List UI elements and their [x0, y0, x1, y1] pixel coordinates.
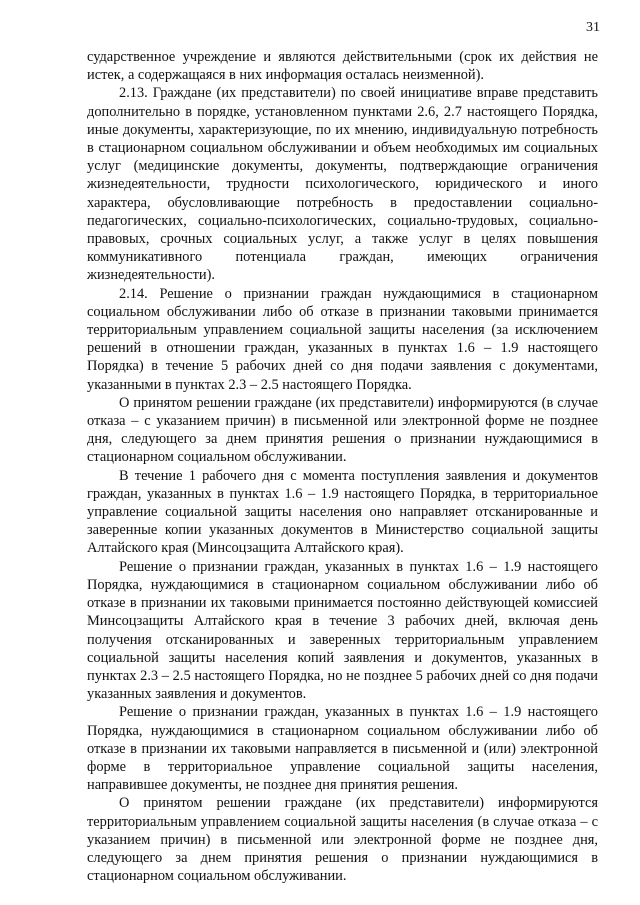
- page-number: 31: [586, 20, 600, 35]
- paragraph: О принятом решении граждане (их представители) информируются территориальным управлением социальной защиты населения (в случае отказа – с указанием причин) в письменной или электронной форме не позднее дня, следующего за днем принятия решения о признании нуждающимися в стационарном социальном обслуживании.: [87, 795, 598, 885]
- paragraph: Решение о признании граждан, указанных в пунктах 1.6 – 1.9 настоящего Порядка, нуждающимися в стационарном социальном обслуживании либо об отказе в признании их таковыми принимается постоянно действующей комиссией Минсоцзащиты Алтайского края в течение 3 рабочих дней, включая день получения отсканированных и заверенных территориальным управлением социальной защиты населения копий заявления и документов, указанных в пунктах 2.3 – 2.5 настоящего Порядка, но не позднее 5 рабочих дней со дня подачи указанных заявления и документов.: [87, 558, 598, 703]
- paragraph-continuation: сударственное учреждение и являются действительными (срок их действия не истек, а содержащаяся в них информация осталась неизменной).: [87, 49, 598, 84]
- paragraph-2-13: 2.13. Граждане (их представители) по своей инициативе вправе представить дополнительно в порядке, установленном пунктами 2.6, 2.7 настоящего Порядка, иные документы, характеризующие, по их мнению, индивидуальную потребность в стационарном социальном обслуживании и объем необходимых им социальных услуг (медицинские документы, документы, подтверждающие ограничения жизнедеятельности, трудности психологического, юридического и иного характера, обусловливающие потребность в предоставлении социально-педагогических, социально-психологических, социально-трудовых, социально-правовых, срочных социальных услуг, а также услуг в целях повышения коммуникативного потенциала граждан, имеющих ограничения жизнедеятельности).: [87, 85, 598, 284]
- paragraph: Решение о признании граждан, указанных в пунктах 1.6 – 1.9 настоящего Порядка, нуждающимися в стационарном социальном обслуживании либо об отказе в признании их таковыми направляется в письменной и (или) электронной форме в территориальное управление социальной защиты населения, направившее документы, не позднее дня принятия решения.: [87, 704, 598, 794]
- paragraph: О принятом решении граждане (их представители) информируются (в случае отказа – с указанием причин) в письменной или электронной форме не позднее дня, следующего за днем принятия решения о признании нуждающимися в стационарном социальном обслуживании.: [87, 394, 598, 466]
- document-body: [87, 48, 598, 885]
- paragraph: В течение 1 рабочего дня с момента поступления заявления и документов граждан, указанных в пунктах 1.6 – 1.9 настоящего Порядка, в территориальное управление социальной защиты населения оно направляет отсканированные и заверенные копии указанных документов в Министерство социальной защиты Алтайского края (Минсоцзащита Алтайского края).: [87, 467, 598, 557]
- paragraph-2-14: 2.14. Решение о признании граждан нуждающимися в стационарном социальном обслуживании либо об отказе в признании таковыми принимается территориальным управлением социальной защиты населения (за исключением решений в отношении граждан, указанных в пунктах 1.6 – 1.9 настоящего Порядка) в течение 5 рабочих дней со дня подачи заявления с документами, указанными в пунктах 2.3 – 2.5 настоящего Порядка.: [87, 285, 598, 393]
